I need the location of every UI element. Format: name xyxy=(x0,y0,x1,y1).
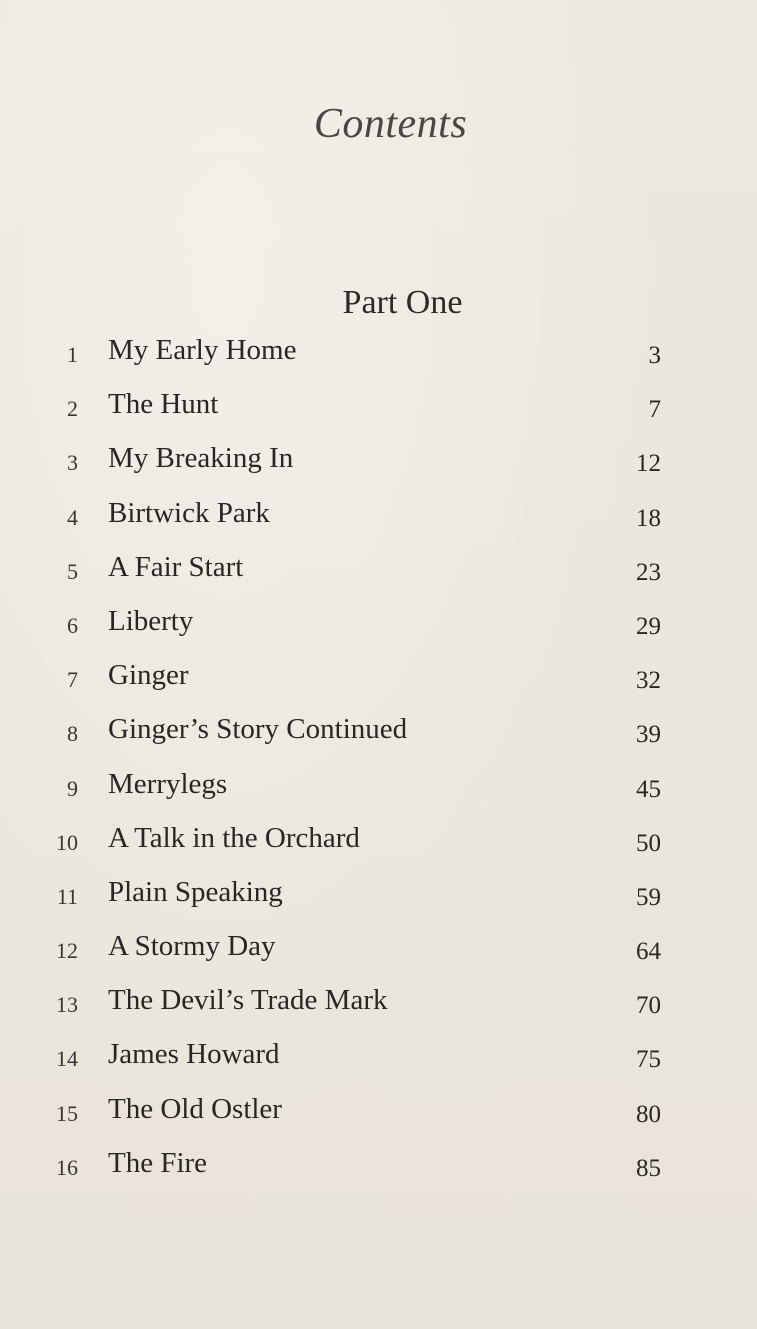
chapter-title: Merrylegs xyxy=(108,767,228,800)
chapter-title: The Devil’s Trade Mark xyxy=(108,984,388,1017)
chapter-page: 23 xyxy=(636,558,661,586)
toc-row xyxy=(0,543,757,597)
chapter-page: 39 xyxy=(636,721,661,749)
toc-row xyxy=(0,597,757,651)
chapter-page: 3 xyxy=(648,342,661,369)
chapter-number: 8 xyxy=(67,721,78,747)
chapter-number: 12 xyxy=(56,938,78,964)
chapter-number: 10 xyxy=(56,829,78,855)
toc-row xyxy=(0,976,757,1030)
chapter-page: 64 xyxy=(636,938,661,966)
chapter-title: Liberty xyxy=(108,604,194,637)
toc-row xyxy=(0,434,757,488)
chapter-number: 13 xyxy=(56,992,78,1018)
chapter-page: 45 xyxy=(636,775,661,803)
chapter-title: A Fair Start xyxy=(108,550,244,583)
chapter-number: 15 xyxy=(56,1100,78,1126)
chapter-page: 85 xyxy=(636,1154,661,1182)
chapter-title: Plain Speaking xyxy=(108,875,283,908)
chapter-page: 59 xyxy=(636,883,661,911)
chapter-number: 2 xyxy=(67,396,78,422)
toc-row xyxy=(0,489,757,543)
chapter-page: 80 xyxy=(636,1100,661,1128)
chapter-number: 3 xyxy=(67,450,78,476)
part-heading: Part One xyxy=(342,284,463,321)
contents-heading: Contents xyxy=(313,101,468,147)
chapter-number: 9 xyxy=(67,775,78,801)
chapter-title: Ginger’s Story Continued xyxy=(108,713,408,746)
chapter-number: 5 xyxy=(67,558,78,584)
chapter-title: Birtwick Park xyxy=(108,496,270,529)
toc-row xyxy=(0,1085,757,1139)
chapter-title: My Early Home xyxy=(108,334,297,366)
chapter-title: The Old Ostler xyxy=(108,1092,282,1125)
table-of-contents xyxy=(0,326,757,1193)
chapter-number: 7 xyxy=(67,667,78,693)
chapter-number: 14 xyxy=(56,1046,78,1072)
chapter-page: 7 xyxy=(648,396,661,424)
toc-row xyxy=(0,1030,757,1084)
toc-row xyxy=(0,651,757,705)
toc-row xyxy=(0,1139,757,1193)
chapter-page: 12 xyxy=(636,450,661,478)
toc-row xyxy=(0,380,757,434)
toc-row xyxy=(0,705,757,759)
toc-row xyxy=(0,868,757,922)
chapter-page: 70 xyxy=(636,992,661,1020)
chapter-number: 11 xyxy=(56,883,78,909)
toc-row xyxy=(0,326,757,380)
chapter-page: 18 xyxy=(636,504,661,532)
chapter-title: The Hunt xyxy=(108,388,219,421)
chapter-title: Ginger xyxy=(108,659,189,692)
chapter-title: A Stormy Day xyxy=(108,930,276,963)
chapter-page: 32 xyxy=(636,667,661,695)
toc-row xyxy=(0,760,757,814)
chapter-title: My Breaking In xyxy=(108,442,294,475)
chapter-title: James Howard xyxy=(108,1038,280,1071)
toc-row xyxy=(0,922,757,976)
chapter-number: 1 xyxy=(67,342,78,367)
chapter-number: 16 xyxy=(56,1154,78,1180)
chapter-page: 75 xyxy=(636,1046,661,1074)
toc-row xyxy=(0,814,757,868)
chapter-page: 29 xyxy=(636,612,661,640)
chapter-number: 6 xyxy=(67,612,78,638)
chapter-number: 4 xyxy=(67,504,78,530)
chapter-title: A Talk in the Orchard xyxy=(108,821,360,854)
chapter-title: The Fire xyxy=(108,1146,208,1179)
chapter-page: 50 xyxy=(636,829,661,857)
